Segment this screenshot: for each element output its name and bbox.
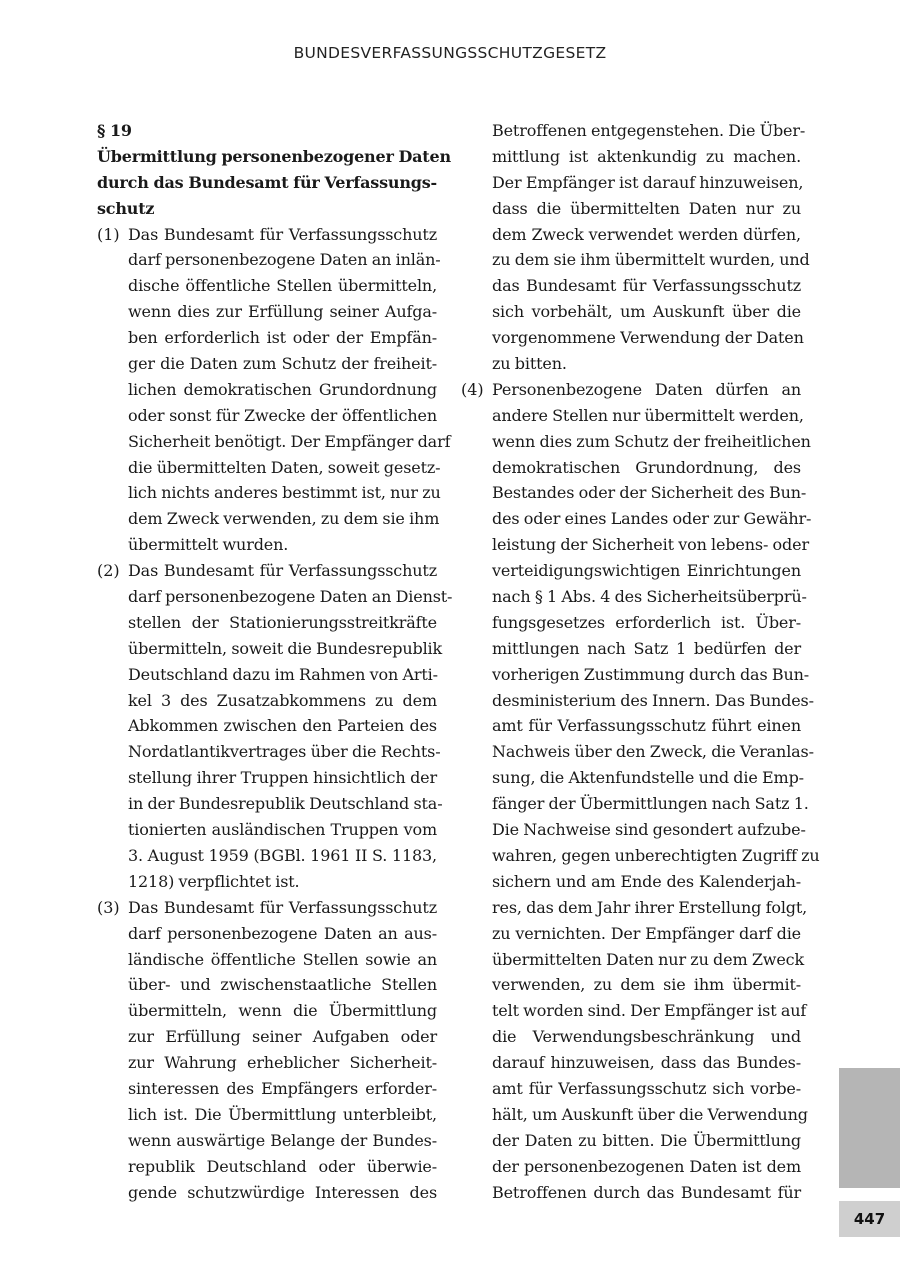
- text-line: mittlung ist aktenkundig zu machen.: [492, 146, 801, 166]
- section-title-line: schutz: [97, 198, 155, 218]
- text-line: lichen demokratischen Grundordnung: [128, 379, 437, 399]
- text-line: das Bundesamt für Verfassungsschutz: [492, 276, 801, 296]
- text-line: übermittelt wurden.: [128, 535, 289, 555]
- text-line: Das Bundesamt für Verfassungsschutz: [128, 897, 437, 917]
- thumb-index-tab: [839, 1068, 900, 1188]
- text-line: tionierten ausländischen Truppen vom: [128, 820, 437, 840]
- text-line: darf personenbezogene Daten an inlän-: [128, 250, 441, 270]
- text-line: zu dem sie ihm übermittelt wurden, und: [492, 250, 810, 270]
- text-line: gende schutzwürdige Interessen des: [128, 1182, 437, 1202]
- section-title-line: durch das Bundesamt für Verfassungs-: [97, 172, 437, 192]
- text-line: telt worden sind. Der Empfänger ist auf: [492, 1001, 807, 1021]
- text-line: übermitteln, wenn die Übermittlung: [128, 1001, 437, 1021]
- text-line: republik Deutschland oder überwie-: [128, 1156, 437, 1176]
- text-line: leistung der Sicherheit von lebens- oder: [492, 535, 809, 555]
- text-line: Abkommen zwischen den Parteien des: [128, 716, 437, 736]
- text-line: vorgenommene Verwendung der Daten: [492, 328, 804, 348]
- text-line: hält, um Auskunft über die Verwendung: [492, 1104, 808, 1124]
- paragraph-2: [97, 558, 453, 895]
- text-line: verwenden, zu dem sie ihm übermit-: [492, 975, 801, 995]
- text-line: fungsgesetzes erforderlich ist. Über-: [492, 612, 801, 632]
- text-line: lich ist. Die Übermittlung unterbleibt,: [128, 1104, 437, 1124]
- text-line: Das Bundesamt für Verfassungsschutz: [128, 224, 437, 244]
- text-line: des oder eines Landes oder zur Gewähr-: [492, 509, 812, 529]
- paragraph-3: [97, 895, 437, 1206]
- text-line: der personenbezogenen Daten ist dem: [492, 1156, 801, 1176]
- text-line: die Verwendungsbeschränkung und: [492, 1027, 801, 1047]
- text-line: zu bitten.: [492, 354, 567, 374]
- text-line: kel 3 des Zusatzabkommens zu dem: [128, 690, 437, 710]
- text-line: sichern und am Ende des Kalenderjah-: [492, 871, 801, 891]
- paragraph-4: [461, 377, 820, 1206]
- text-line: amt für Verfassungsschutz sich vorbe-: [492, 1078, 801, 1098]
- text-line: lich nichts anderes bestimmt ist, nur zu: [128, 483, 441, 503]
- text-line: übermittelten Daten nur zu dem Zweck: [492, 949, 805, 969]
- running-header: BUNDESVERFASSUNGSSCHUTZGESETZ: [293, 44, 607, 62]
- text-line: zur Erfüllung seiner Aufgaben oder: [128, 1027, 437, 1047]
- text-line: fänger der Übermittlungen nach Satz 1.: [492, 794, 809, 814]
- text-line: nach § 1 Abs. 4 des Sicherheitsüberprü-: [492, 587, 807, 607]
- text-line: stellung ihrer Truppen hinsichtlich der: [128, 768, 437, 788]
- text-line: wenn dies zum Schutz der freiheitlichen: [492, 431, 811, 451]
- text-line: der Daten zu bitten. Die Übermittlung: [492, 1130, 801, 1150]
- text-line: amt für Verfassungsschutz führt einen: [492, 716, 801, 736]
- text-line: zu vernichten. Der Empfänger darf die: [492, 923, 801, 943]
- text-line: dass die übermittelten Daten nur zu: [492, 198, 801, 218]
- text-line: stellen der Stationierungsstreitkräfte: [128, 612, 437, 632]
- text-line: dische öffentliche Stellen übermitteln,: [128, 276, 437, 296]
- page-number: 447: [839, 1201, 900, 1237]
- text-line: demokratischen Grundordnung, des: [492, 457, 801, 477]
- text-line: in der Bundesrepublik Deutschland sta-: [128, 794, 443, 814]
- text-line: desministerium des Innern. Das Bundes-: [492, 690, 814, 710]
- text-line: Betroffenen durch das Bundesamt für: [492, 1182, 801, 1202]
- section-title-line: Übermittlung personenbezogener Daten: [97, 146, 451, 166]
- text-line: Bestandes oder der Sicherheit des Bun-: [492, 483, 807, 503]
- text-line: Die Nachweise sind gesondert aufzube-: [492, 820, 806, 840]
- text-line: ländische öffentliche Stellen sowie an: [128, 949, 437, 969]
- text-line: Betroffenen entgegenstehen. Die Über-: [492, 121, 806, 140]
- text-line: darf personenbezogene Daten an Dienst-: [128, 587, 453, 607]
- paragraph-1: [97, 222, 451, 559]
- text-line: Personenbezogene Daten dürfen an: [492, 379, 801, 399]
- text-line: dem Zweck verwendet werden dürfen,: [492, 224, 801, 244]
- text-line: über- und zwischenstaatliche Stellen: [128, 975, 437, 995]
- left-column: [97, 118, 453, 1205]
- paragraph-number: (4): [461, 379, 484, 399]
- text-line: Nachweis über den Zweck, die Veranlas-: [492, 742, 814, 762]
- text-line: sich vorbehält, um Auskunft über die: [492, 302, 801, 322]
- text-line: sinteressen des Empfängers erforder-: [128, 1078, 437, 1098]
- text-line: wenn auswärtige Belange der Bundes-: [128, 1130, 437, 1150]
- text-line: andere Stellen nur übermittelt werden,: [492, 405, 804, 425]
- text-line: 3. August 1959 (BGBl. 1961 II S. 1183,: [128, 845, 437, 865]
- text-line: die übermittelten Daten, soweit gesetz-: [128, 457, 441, 477]
- text-line: übermitteln, soweit die Bundesrepublik: [128, 638, 443, 658]
- text-line: Sicherheit benötigt. Der Empfänger darf: [128, 431, 451, 451]
- text-line: wahren, gegen unberechtigten Zugriff zu: [492, 845, 820, 865]
- text-line: verteidigungswichtigen Einrichtungen: [492, 561, 801, 581]
- text-line: Das Bundesamt für Verfassungsschutz: [128, 561, 437, 581]
- text-line: dem Zweck verwenden, zu dem sie ihm: [128, 509, 440, 529]
- text-line: Nordatlantikvertrages über die Rechts-: [128, 742, 441, 762]
- right-column: [461, 118, 820, 1205]
- text-line: wenn dies zur Erfüllung seiner Aufga-: [128, 302, 437, 322]
- text-line: 1218) verpflichtet ist.: [128, 871, 300, 891]
- text-line: zur Wahrung erheblicher Sicherheit-: [128, 1053, 437, 1073]
- paragraph-3-continued: [461, 118, 810, 377]
- text-line: mittlungen nach Satz 1 bedürfen der: [492, 638, 801, 658]
- paragraph-number: (3): [97, 897, 120, 917]
- text-line: Deutschland dazu im Rahmen von Arti-: [128, 664, 438, 684]
- text-line: res, das dem Jahr ihrer Erstellung folgt,: [492, 897, 808, 917]
- section-heading: [97, 118, 451, 222]
- paragraph-number: (2): [97, 561, 120, 581]
- text-line: oder sonst für Zwecke der öffentlichen: [128, 405, 437, 425]
- text-line: ben erforderlich ist oder der Empfän-: [128, 328, 437, 348]
- section-number: § 19: [97, 121, 132, 140]
- text-line: ger die Daten zum Schutz der freiheit-: [128, 354, 437, 374]
- paragraph-number: (1): [97, 224, 120, 244]
- text-line: vorherigen Zustimmung durch das Bun-: [492, 664, 810, 684]
- text-line: darf personenbezogene Daten an aus-: [128, 923, 437, 943]
- text-line: Der Empfänger ist darauf hinzuweisen,: [492, 172, 804, 192]
- text-line: darauf hinzuweisen, dass das Bundes-: [492, 1053, 801, 1073]
- text-line: sung, die Aktenfundstelle und die Emp-: [492, 768, 804, 788]
